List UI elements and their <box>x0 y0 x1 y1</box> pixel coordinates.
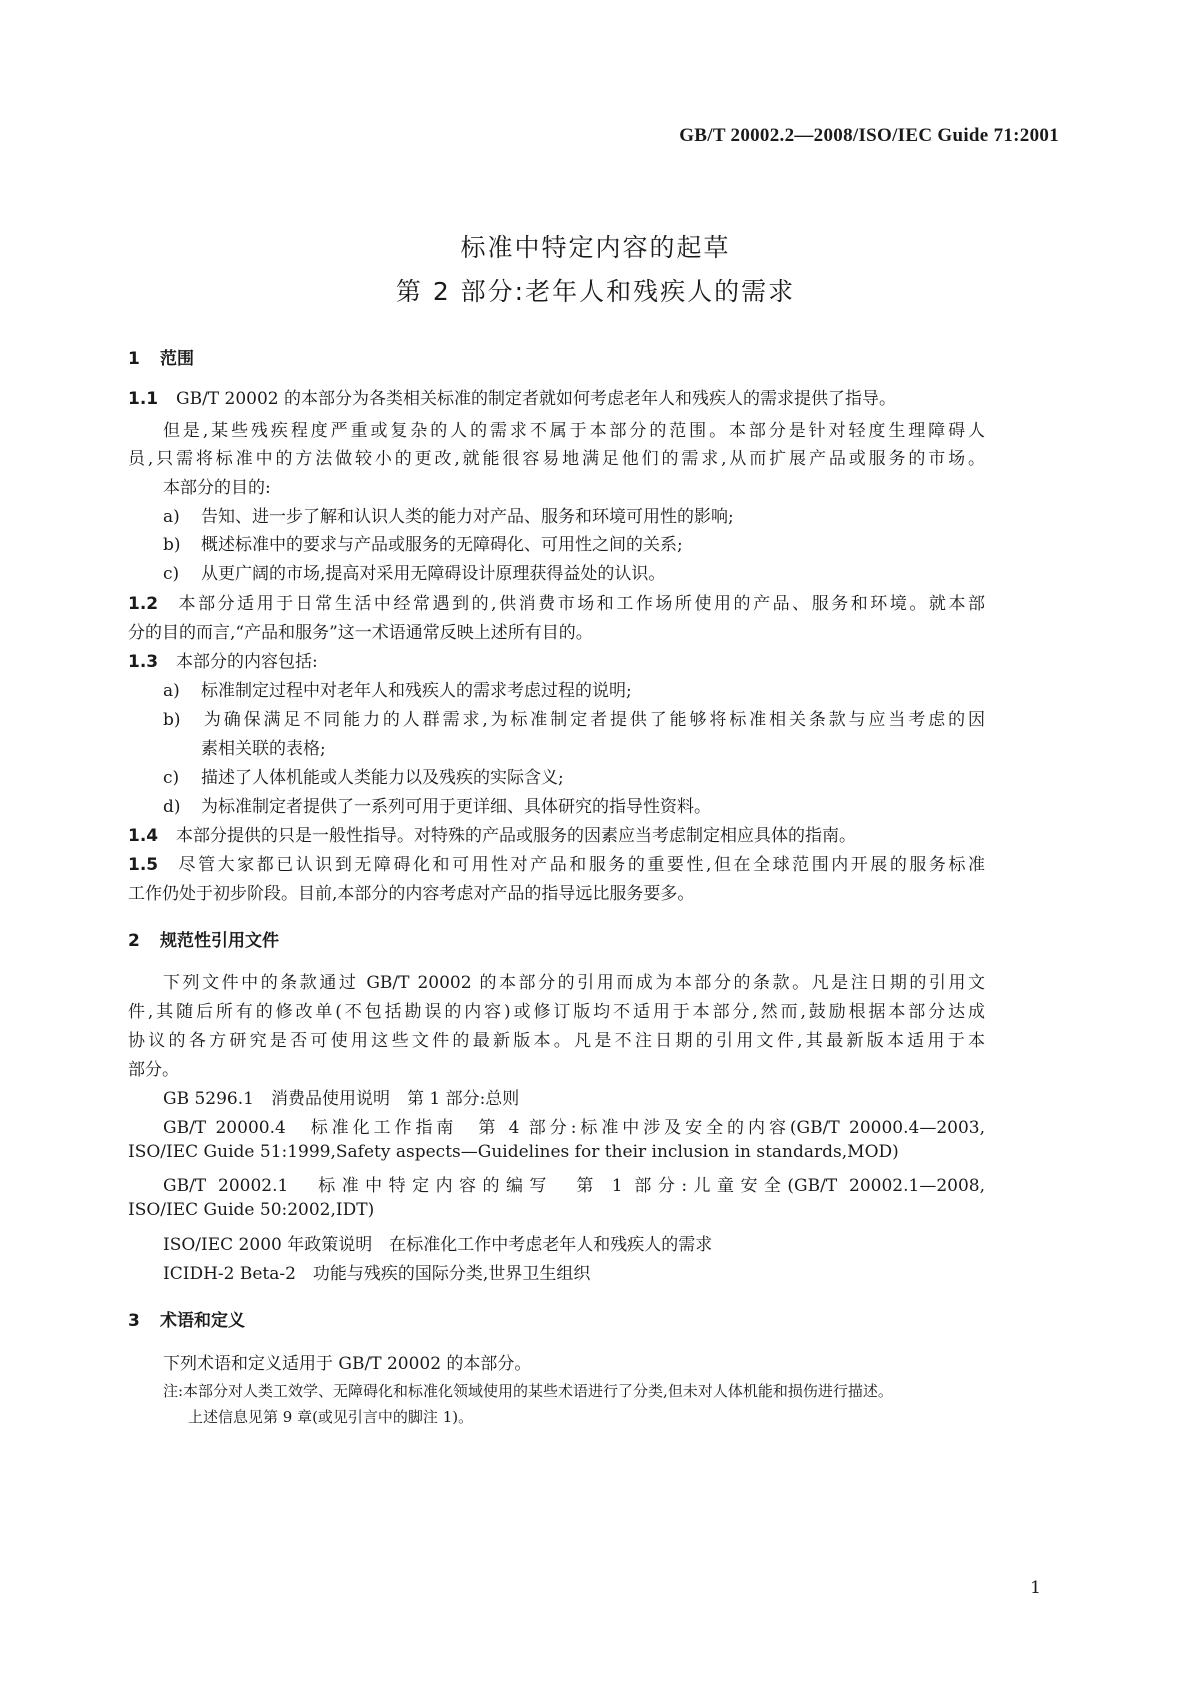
clause-number: 1.3 <box>128 652 159 672</box>
clause-text: 尽管大家都已认识到无障碍化和可用性对产品和服务的重要性,但在全球范围内开展的服务标准 <box>176 855 985 875</box>
list-item-c <box>163 763 564 788</box>
reference-item: GB 5296.1 消费品使用说明 第 1 部分:总则 <box>163 1089 520 1109</box>
clause-text: 本部分的内容包括: <box>176 652 318 672</box>
note: 注:本部分对人类工效学、无障碍化和标准化领域使用的某些术语进行了分类,但未对人体机能和损伤进行描述。 <box>163 1382 893 1400</box>
clause-1-2 <box>128 589 985 614</box>
section-number: 3 <box>128 1311 140 1331</box>
clause-number: 1.2 <box>128 594 159 614</box>
list-marker: d) <box>163 797 181 817</box>
clause-text: GB/T 20002 的本部分为各类相关标准的制定者就如何考虑老年人和残疾人的需求提供了指导。 <box>176 389 897 409</box>
clause-1-4 <box>128 821 856 846</box>
clause-number: 1.1 <box>128 389 159 409</box>
paragraph-line: 分的目的而言,“产品和服务”这一术语通常反映上述所有目的。 <box>128 623 593 643</box>
section-number: 2 <box>128 931 140 951</box>
standard-number-header: GB/T 20002.2—2008/ISO/IEC Guide 71:2001 <box>679 125 1059 146</box>
list-text: 标准制定过程中对老年人和残疾人的需求考虑过程的说明; <box>201 681 632 701</box>
list-item-c <box>163 559 665 584</box>
reference-item-continued: ISO/IEC Guide 50:2002,IDT) <box>128 1200 375 1220</box>
list-marker: b) <box>163 710 181 730</box>
paragraph-line: 部分。 <box>128 1060 179 1080</box>
list-text: 从更广阔的市场,提高对采用无障碍设计原理获得益处的认识。 <box>201 564 666 584</box>
paragraph-line: 件,其随后所有的修改单(不包括勘误的内容)或修订版均不适用于本部分,然而,鼓励根据本部分达成 <box>128 1002 985 1022</box>
reference-item: GB/T 20000.4 标准化工作指南 第 4 部分:标准中涉及安全的内容(GB/T 20000.4—2003, <box>163 1118 985 1138</box>
list-marker: c) <box>163 768 180 788</box>
reference-item: ISO/IEC 2000 年政策说明 在标准化工作中考虑老年人和残疾人的需求 <box>163 1235 713 1255</box>
paragraph-line: 员,只需将标准中的方法做较小的更改,就能很容易地满足他们的需求,从而扩展产品或服务的市场。 <box>128 449 985 469</box>
page-number: 1 <box>1030 1578 1041 1598</box>
section-title: 术语和定义 <box>160 1311 245 1331</box>
paragraph-line: 素相关联的表格; <box>201 739 326 759</box>
reference-item: GB/T 20002.1 标准中特定内容的编写 第 1 部分:儿童安全(GB/T 20002.1—2008, <box>163 1176 985 1196</box>
clause-text: 本部分适用于日常生活中经常遇到的,供消费市场和工作场所使用的产品、服务和环境。就本部 <box>176 594 985 614</box>
section-number: 1 <box>128 349 140 369</box>
clause-number: 1.4 <box>128 826 159 846</box>
list-item-a <box>163 676 632 701</box>
section-title: 规范性引用文件 <box>160 931 279 951</box>
clause-1-3 <box>128 647 318 672</box>
title-line-2: 第 2 部分:老年人和残疾人的需求 <box>395 277 796 306</box>
reference-item: ICIDH-2 Beta-2 功能与残疾的国际分类,世界卫生组织 <box>163 1264 591 1284</box>
paragraph-line: 下列文件中的条款通过 GB/T 20002 的本部分的引用而成为本部分的条款。凡是注日期的引用文 <box>163 973 985 993</box>
section-title: 范围 <box>160 349 194 369</box>
paragraph-line: 本部分的目的: <box>163 478 271 498</box>
list-marker: c) <box>163 564 180 584</box>
section-2-heading <box>128 926 279 951</box>
list-item-b <box>163 705 985 730</box>
note-continued: 上述信息见第 9 章(或见引言中的脚注 1)。 <box>188 1408 474 1426</box>
paragraph-line: 工作仍处于初步阶段。目前,本部分的内容考虑对产品的指导远比服务要多。 <box>128 884 695 904</box>
section-3-heading <box>128 1306 245 1331</box>
list-marker: a) <box>163 681 180 701</box>
paragraph-line: 协议的各方研究是否可使用这些文件的最新版本。凡是不注日期的引用文件,其最新版本适用于本 <box>128 1031 985 1051</box>
paragraph-line: 下列术语和定义适用于 GB/T 20002 的本部分。 <box>163 1354 532 1374</box>
list-text: 为确保满足不同能力的人群需求,为标准制定者提供了能够将标准相关条款与应当考虑的因 <box>201 710 985 730</box>
list-text: 为标准制定者提供了一系列可用于更详细、具体研究的指导性资料。 <box>201 797 711 817</box>
clause-1-1 <box>128 384 896 409</box>
reference-item-continued: ISO/IEC Guide 51:1999,Safety aspects—Guidelines for their inclusion in standards,MOD) <box>128 1142 899 1162</box>
clause-1-5 <box>128 850 985 875</box>
title-line-1: 标准中特定内容的起草 <box>460 233 731 262</box>
paragraph-line: 但是,某些残疾程度严重或复杂的人的需求不属于本部分的范围。本部分是针对轻度生理障碍人 <box>163 421 985 441</box>
list-item-a <box>163 502 734 527</box>
list-text: 描述了人体机能或人类能力以及残疾的实际含义; <box>201 768 564 788</box>
clause-number: 1.5 <box>128 855 159 875</box>
list-marker: b) <box>163 535 181 555</box>
list-marker: a) <box>163 507 180 527</box>
list-text: 告知、进一步了解和认识人类的能力对产品、服务和环境可用性的影响; <box>201 507 734 527</box>
list-item-d <box>163 792 711 817</box>
section-1-heading <box>128 344 194 369</box>
clause-text: 本部分提供的只是一般性指导。对特殊的产品或服务的因素应当考虑制定相应具体的指南。 <box>176 826 856 846</box>
list-text: 概述标准中的要求与产品或服务的无障碍化、可用性之间的关系; <box>201 535 683 555</box>
list-item-b <box>163 530 683 555</box>
